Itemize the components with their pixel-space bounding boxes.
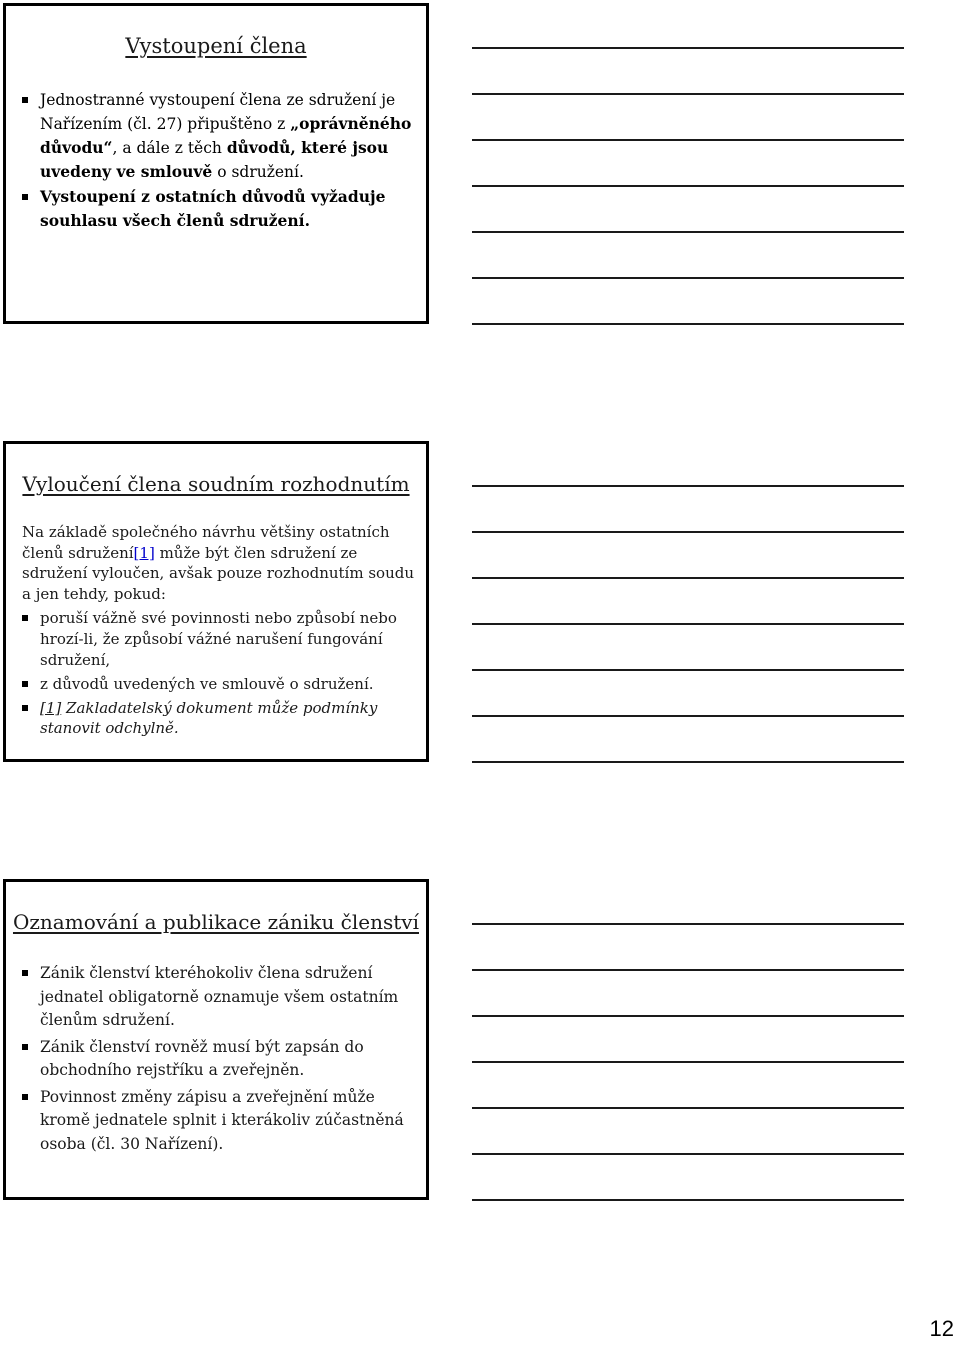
note-line xyxy=(472,715,904,717)
note-line xyxy=(472,185,904,187)
note-line xyxy=(472,93,904,95)
slide-title: Vyloučení člena soudním rozhodnutím xyxy=(22,472,410,496)
note-line xyxy=(472,47,904,49)
slide-title: Oznamování a publikace zániku členství xyxy=(12,910,419,934)
note-line xyxy=(472,277,904,279)
note-line xyxy=(472,669,904,671)
bullet-item: Zánik členství rovněž musí být zapsán do obchodního rejstříku a zveřejněn. xyxy=(22,1036,416,1083)
slide-body xyxy=(22,88,416,233)
note-line xyxy=(472,1153,904,1155)
note-line xyxy=(472,923,904,925)
footnote-link[interactable]: [1] xyxy=(133,543,155,562)
intro-paragraph: Na základě společného návrhu většiny ostatních členů sdružení[1] může být člen sdružení ze sdružení vyloučen, avšak pouze rozhodnutím soudu a jen tehdy, pokud: xyxy=(22,523,414,603)
page-number: 12 xyxy=(929,1316,954,1341)
note-line xyxy=(472,531,904,533)
note-line xyxy=(472,623,904,625)
bullet-item: poruší vážně své povinnosti nebo způsobí nebo hrozí-li, že způsobí vážné narušení fungování sdružení, xyxy=(22,608,416,670)
slide-body xyxy=(22,962,416,1159)
bullet-item: Povinnost změny zápisu a zveřejnění může kromě jednatele splnit i kterákoliv zúčastněná osoba (čl. 30 Nařízení). xyxy=(22,1086,416,1157)
note-line xyxy=(472,969,904,971)
note-line xyxy=(472,1107,904,1109)
note-line xyxy=(472,485,904,487)
note-line xyxy=(472,577,904,579)
slide-title: Vystoupení člena xyxy=(125,34,307,58)
note-line xyxy=(472,1061,904,1063)
footnote-item: [1] Zakladatelský dokument může podmínky stanovit odchylně. xyxy=(22,698,416,739)
slide-2 xyxy=(3,441,429,762)
slide-body xyxy=(22,522,416,739)
note-line xyxy=(472,1015,904,1017)
note-line xyxy=(472,761,904,763)
bullet-item: Jednostranné vystoupení člena ze sdružení je Nařízením (čl. 27) připuštěno z „oprávněného důvodu“, a dále z těch důvodů, které jsou uvedeny ve smlouvě o sdružení. xyxy=(22,88,416,184)
bullet-item: Vystoupení z ostatních důvodů vyžaduje souhlasu všech členů sdružení. xyxy=(22,185,416,233)
slide-3 xyxy=(3,879,429,1200)
footnote-ref[interactable]: [1] xyxy=(40,698,62,717)
bullet-item: Zánik členství kteréhokoliv člena sdružení jednatel obligatorně oznamuje všem ostatním členům sdružení. xyxy=(22,962,416,1033)
bullet-item: z důvodů uvedených ve smlouvě o sdružení. xyxy=(22,674,416,695)
note-line xyxy=(472,323,904,325)
note-line xyxy=(472,139,904,141)
slide-1 xyxy=(3,3,429,324)
note-line xyxy=(472,231,904,233)
note-line xyxy=(472,1199,904,1201)
